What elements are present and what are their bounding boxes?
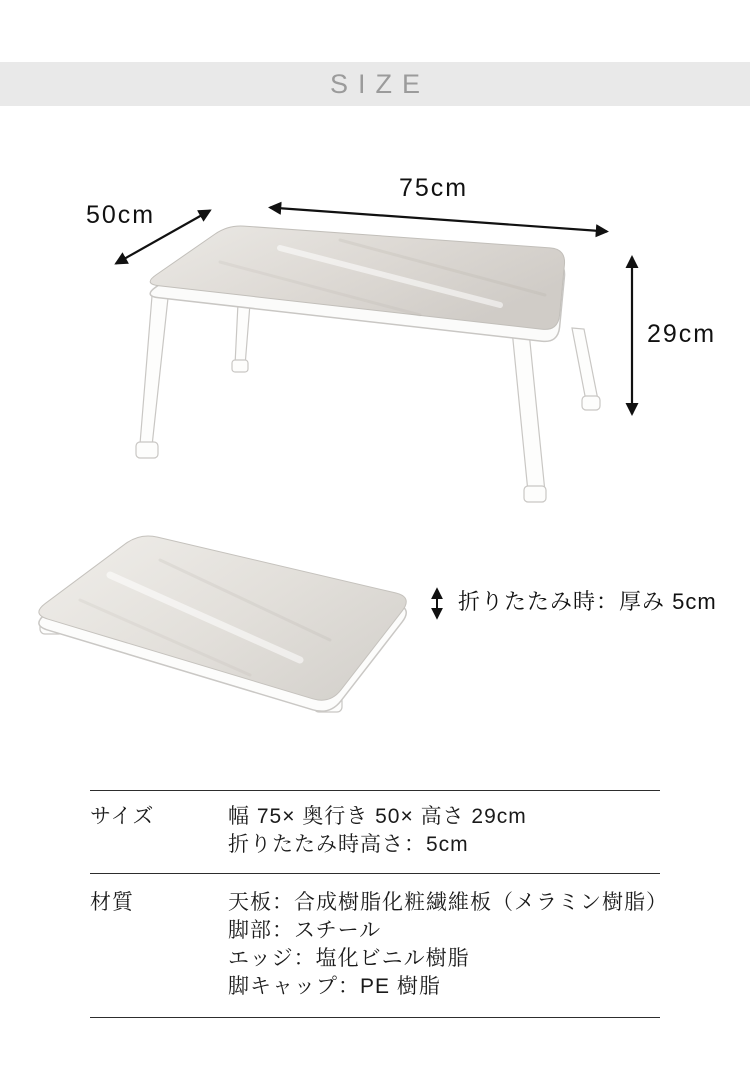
spec-material-line-4: 脚キャップ：PE 樹脂: [228, 975, 441, 998]
spec-size-line-1: 幅 75× 奥行き 50× 高さ 29cm: [228, 805, 527, 828]
spec-material-line-1: 天板：合成樹脂化粧繊維板（メラミン樹脂）: [228, 891, 668, 914]
section-title: SIZE: [329, 68, 430, 99]
height-dimension-label: 29cm: [647, 320, 717, 348]
depth-dimension-label: 50cm: [86, 201, 156, 229]
spec-material-line-3: エッジ：塩化ビニル樹脂: [228, 947, 470, 970]
spec-row-material: [90, 873, 668, 1017]
spec-label-size: サイズ: [90, 805, 155, 828]
spec-value-size: [228, 803, 660, 859]
width-dimension-label: 75cm: [399, 174, 469, 202]
open-table-illustration: [136, 226, 600, 502]
spec-row-size: [90, 790, 660, 873]
spec-material-line-2: 脚部：スチール: [228, 919, 382, 942]
spec-value-material: [228, 889, 668, 1001]
width-arrow: [270, 208, 607, 232]
folded-table-illustration: [39, 536, 406, 712]
spec-table: [90, 790, 668, 1018]
spec-label-material: 材質: [90, 891, 134, 914]
spec-size-line-2: 折りたたみ時高さ：5cm: [228, 833, 469, 856]
folded-thickness-label: 折りたたみ時：厚み 5cm: [458, 589, 717, 614]
